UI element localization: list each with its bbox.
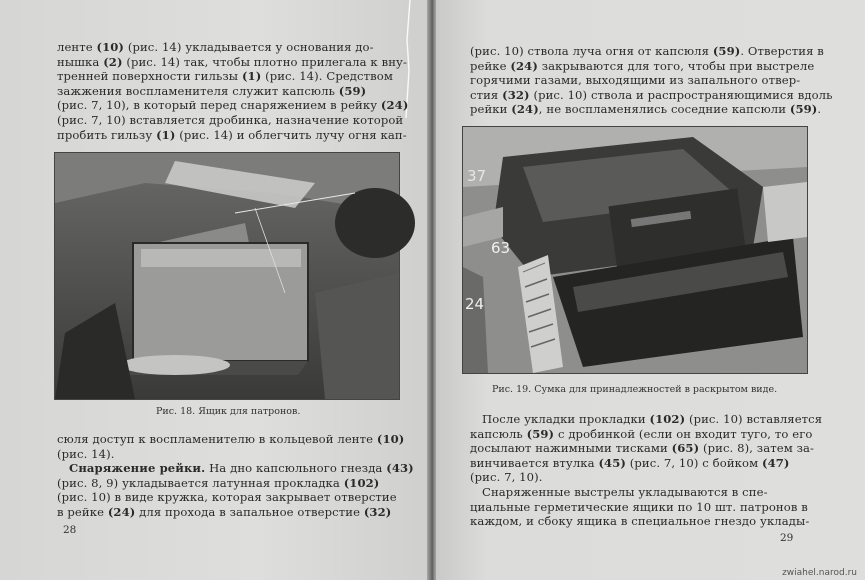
left-top-paragraph <box>57 40 409 142</box>
text-line: (рис. 8, 9) укладывается латунная прокладка (102) <box>57 475 380 490</box>
left-page <box>0 0 430 580</box>
text-line: капсюль (59) с дробинкой (если он входит туго, то его <box>470 426 813 441</box>
figure-label: 63 <box>491 239 511 257</box>
text-line: После укладки прокладки (102) (рис. 10) вставляется <box>482 412 823 426</box>
text-line: рейке (24) закрываются для того, чтобы при выстреле <box>470 58 815 73</box>
figure-label: 24 <box>465 295 485 313</box>
text-line: сюля доступ к воспламенителю в кольцевой ленте (10) <box>57 432 405 446</box>
text-line: каждом, и сбоку ящика в специальное гнездо уклады- <box>470 514 810 529</box>
text-line: рейки (24), не воспламенялись соседние капсюли (59). <box>470 102 822 117</box>
text-line: (рис. 10) ствола луча огня от капсюля (59). Отверстия в <box>470 44 824 58</box>
text-line: (рис. 7, 10), в который перед снаряжением в рейку (24) <box>57 98 409 113</box>
site-watermark: zwiahel.narod.ru <box>782 568 857 578</box>
text-line: (рис. 7, 10). <box>470 470 543 485</box>
text-line: нышка (2) (рис. 14) так, чтобы плотно прилегала к вну- <box>57 54 407 69</box>
page-number-right: 29 <box>780 532 794 544</box>
text-line: Снаряженные выстрелы укладываются в спе- <box>482 484 768 499</box>
text-line: пробить гильзу (1) (рис. 14) и облегчить лучу огня кап- <box>57 127 407 142</box>
text-line: досылают нажимными тисками (65) (рис. 8), затем за- <box>470 441 815 456</box>
section-heading-line: Снаряжение рейки. На дно капсюльного гнезда (43) <box>69 461 414 476</box>
text-line: горячими газами, выходящими из запального отвер- <box>470 73 801 88</box>
right-page <box>436 0 865 580</box>
text-line: тренней поверхности гильзы (1) (рис. 14). Средством <box>57 69 393 84</box>
figure-18-caption: Рис. 18. Ящик для патронов. <box>156 406 301 417</box>
figure-19-photo <box>462 126 808 374</box>
right-bottom-paragraph <box>470 412 823 529</box>
page-number-left: 28 <box>63 524 77 536</box>
right-top-paragraph <box>470 44 833 117</box>
text-line: циальные герметические ящики по 10 шт. патронов в <box>470 499 808 514</box>
text-line: (рис. 7, 10) вставляется дробинка, назначение которой <box>57 112 404 127</box>
text-line: стия (32) (рис. 10) ствола и распространяющимися вдоль <box>470 87 833 102</box>
text-line: зажжения воспламенителя служит капсюль (59) <box>57 83 367 98</box>
text-line: винчивается втулка (45) (рис. 7, 10) с бойком (47) <box>470 455 790 470</box>
figure-19-caption: Рис. 19. Сумка для принадлежностей в раскрытом виде. <box>492 384 778 395</box>
figure-label: 37 <box>467 167 487 185</box>
left-bottom-paragraph <box>57 432 414 520</box>
text-line: (рис. 14). <box>57 446 115 461</box>
text-line: ленте (10) (рис. 14) укладывается у основания до- <box>57 40 374 54</box>
text-line: (рис. 10) в виде кружка, которая закрывает отверстие <box>57 490 397 505</box>
text-line: в рейке (24) для прохода в запальное отверстие (32) <box>57 504 392 519</box>
figure-18-photo <box>54 152 400 400</box>
